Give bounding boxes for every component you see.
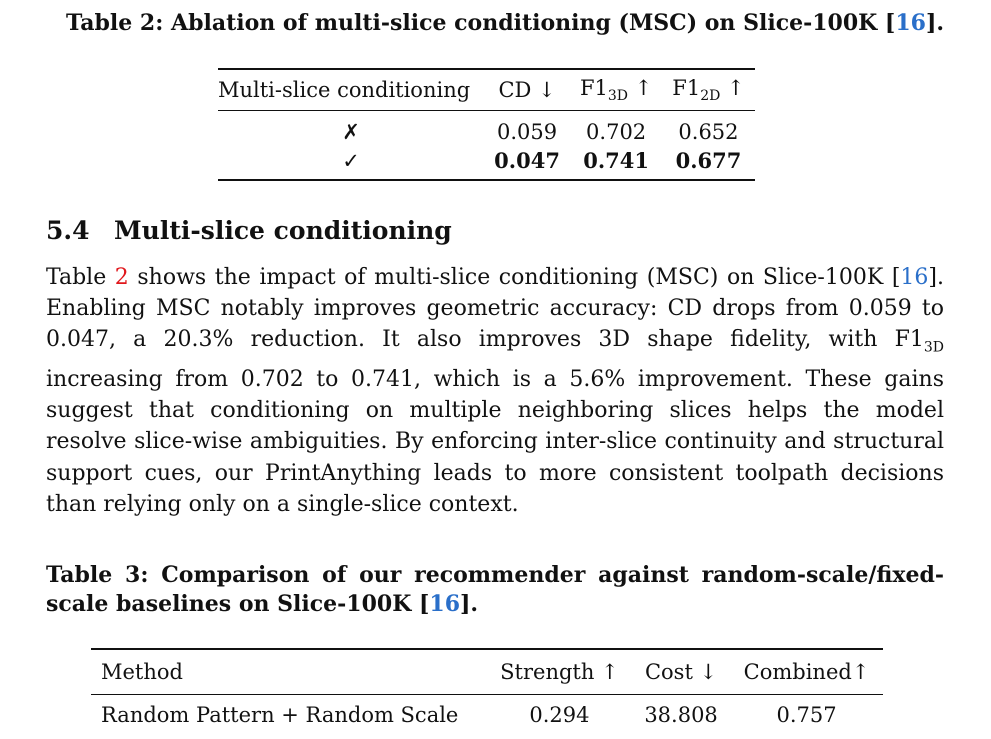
- table-3-caption: [46, 561, 944, 619]
- header-combined: Combined↑: [730, 649, 883, 695]
- cell-strength: 0.294: [487, 695, 632, 739]
- cell-cost: 38.808: [632, 695, 730, 739]
- header-cd: CD ↓: [484, 69, 570, 111]
- cell-f1-2d: 0.652: [662, 111, 754, 147]
- header-strength: Strength ↑: [487, 649, 632, 695]
- check-mark-icon: ✓: [218, 146, 484, 180]
- table-header-row: [218, 69, 755, 111]
- table-reference-link[interactable]: 2: [115, 265, 129, 290]
- cell-combined: 0.757: [730, 695, 883, 739]
- cell-f1-3d: 0.702: [570, 111, 662, 147]
- table-2-caption-end: ].: [926, 10, 944, 36]
- table-2-caption-text: Table 2: Ablation of multi-slice conditioning (MSC) on Slice-100K [: [66, 10, 895, 36]
- header-method: Method: [91, 649, 487, 695]
- citation-link[interactable]: 16: [900, 265, 928, 290]
- section-heading: [46, 216, 452, 245]
- header-f1-2d: $F1_{2D}$ ↑: [662, 69, 754, 111]
- citation-link[interactable]: 16: [895, 10, 926, 36]
- section-number: 5.4: [46, 216, 114, 245]
- cross-mark-icon: ✗: [218, 111, 484, 147]
- citation-link[interactable]: 16: [429, 591, 460, 617]
- header-multi-slice-conditioning: Multi-slice conditioning: [218, 69, 484, 111]
- table-row: [218, 146, 755, 180]
- cell-cd: 0.059: [484, 111, 570, 147]
- header-cost: Cost ↓: [632, 649, 730, 695]
- body-paragraph: Table 2 shows the impact of multi-slice conditioning (MSC) on Slice-100K [16]. Enabling MSC notably improves geometric accuracy: CD drops from 0.059 to 0.047, a 20.3% reduction. It also improves 3D shape fidelity, with $F1_{3D}$ increasing from 0.702 to 0.741, which is a 5.6% improvement. These gains suggest that conditioning on multiple neighboring slices helps the model resolve slice-wise ambiguities. By enforcing inter-slice continuity and structural support cues, our PrintAnything leads to more consistent toolpath decisions than relying only on a single-slice context.: [46, 262, 944, 520]
- table-row: [218, 111, 755, 147]
- cell-f1-3d: 0.741: [570, 146, 662, 180]
- table-3-caption-end: ].: [460, 591, 478, 617]
- cell-cd: 0.047: [484, 146, 570, 180]
- table-2-caption: [66, 9, 944, 38]
- cell-f1-2d: 0.677: [662, 146, 754, 180]
- section-title: Multi-slice conditioning: [114, 216, 452, 245]
- table-3-caption-text: Table 3: Comparison of our recommender against random-scale/fixed-scale baselines on Slice-100K [: [46, 562, 944, 617]
- header-f1-3d: $F1_{3D}$ ↑: [570, 69, 662, 111]
- table-2: [218, 68, 755, 181]
- cell-method: Random Pattern + Random Scale: [91, 695, 487, 739]
- table-header-row: [91, 649, 883, 695]
- table-3: [91, 648, 883, 739]
